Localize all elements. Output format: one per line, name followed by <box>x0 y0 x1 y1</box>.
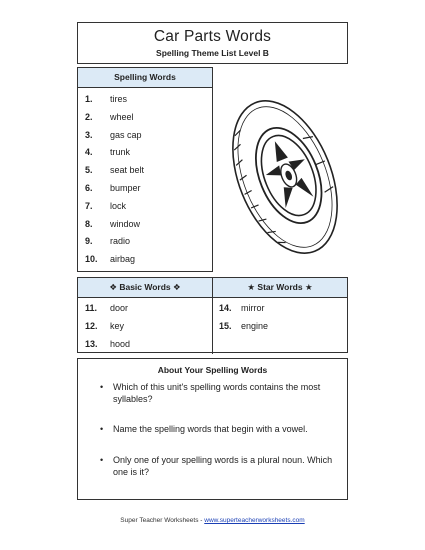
tire-illustration <box>222 88 348 266</box>
footer-link[interactable]: www.superteacherworksheets.com <box>204 517 305 524</box>
item-word: door <box>110 303 129 313</box>
basic-words-header: ❖ Basic Words ❖ <box>78 278 213 297</box>
item-number: 13. <box>85 338 98 349</box>
item-number: 1. <box>85 94 93 104</box>
item-number: 15. <box>219 320 232 331</box>
item-number: 3. <box>85 129 93 140</box>
item-number: 7. <box>85 200 93 211</box>
question-item <box>100 381 340 405</box>
basic-star-words-box <box>77 277 348 353</box>
item-number: 9. <box>85 236 93 247</box>
basic-star-header <box>78 278 347 298</box>
list-item <box>78 144 212 162</box>
list-item <box>78 216 212 234</box>
list-item <box>78 336 212 354</box>
list-item <box>78 300 212 318</box>
item-word: trunk <box>110 147 131 158</box>
bullet-icon: • <box>100 455 104 465</box>
list-item <box>78 127 212 145</box>
item-number: 5. <box>85 165 93 176</box>
page-title: Car Parts Words <box>153 28 272 45</box>
list-item <box>213 318 347 336</box>
list-item <box>78 180 212 198</box>
item-number: 11. <box>85 303 98 313</box>
item-word: mirror <box>241 303 265 313</box>
item-word: gas cap <box>110 129 142 140</box>
about-title: About Your Spelling Words <box>157 365 268 375</box>
bullet-icon: • <box>100 382 104 392</box>
item-word: window <box>110 218 141 229</box>
item-word: engine <box>241 320 269 331</box>
item-number: 4. <box>85 147 93 158</box>
page-subtitle: Spelling Theme List Level B <box>156 48 269 58</box>
list-item <box>78 109 212 127</box>
item-word: bumper <box>110 182 141 193</box>
question-text: Only one of your spelling words is a plural noun. Which one is it? <box>113 455 333 477</box>
item-word: wheel <box>110 111 134 122</box>
item-number: 12. <box>85 320 98 331</box>
item-word: airbag <box>110 254 136 265</box>
star-words-header: ★ Star Words ★ <box>247 282 313 292</box>
spelling-words-box <box>77 67 213 272</box>
list-item <box>78 91 212 109</box>
list-item <box>78 162 212 180</box>
question-item <box>100 454 340 478</box>
title-box <box>77 22 348 64</box>
item-number: 6. <box>85 182 93 193</box>
item-number: 8. <box>85 218 93 229</box>
list-item <box>78 251 212 269</box>
item-word: hood <box>110 338 131 349</box>
item-word: seat belt <box>110 165 145 176</box>
item-word: key <box>110 320 125 331</box>
about-box <box>77 358 348 500</box>
item-word: radio <box>110 236 131 247</box>
basic-star-body <box>78 298 347 354</box>
list-item <box>213 300 347 318</box>
question-text: Name the spelling words that begin with a vowel. <box>113 424 308 434</box>
item-number: 10. <box>85 254 98 265</box>
list-item <box>78 233 212 251</box>
bullet-icon: • <box>100 424 104 434</box>
question-item <box>100 423 340 435</box>
item-number: 2. <box>85 111 93 122</box>
list-item <box>78 318 212 336</box>
footer-text: Super Teacher Worksheets - <box>120 517 205 524</box>
question-text: Which of this unit's spelling words contains the most syllables? <box>113 382 321 404</box>
spelling-words-list <box>78 88 212 269</box>
basic-words-list <box>78 298 213 354</box>
item-word: lock <box>110 200 127 211</box>
footer <box>0 517 425 524</box>
item-word: tires <box>110 94 128 104</box>
item-number: 14. <box>219 303 232 313</box>
spelling-words-header: Spelling Words <box>78 68 212 88</box>
star-words-list <box>213 298 347 354</box>
list-item <box>78 198 212 216</box>
